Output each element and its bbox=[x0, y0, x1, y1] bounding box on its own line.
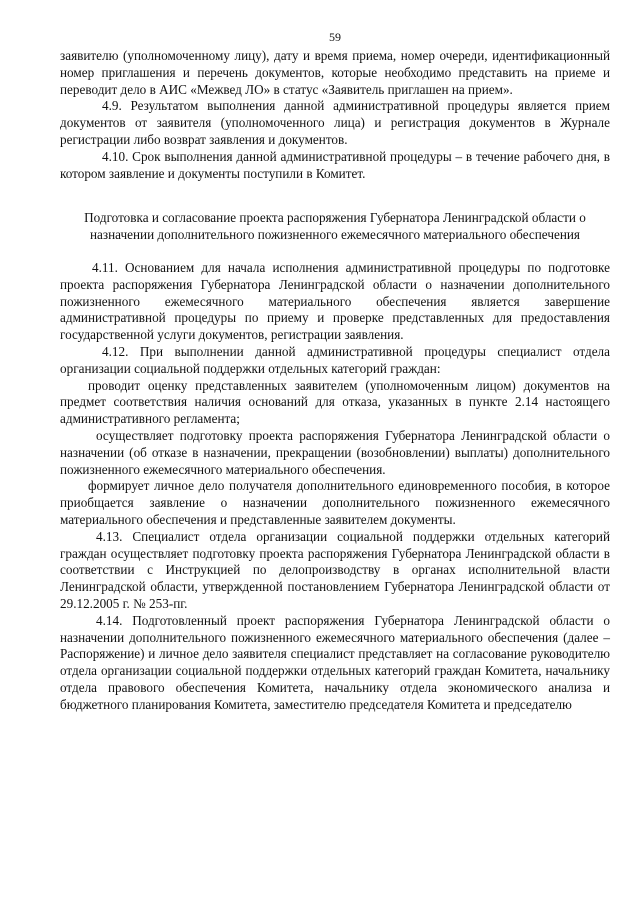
paragraph-4-13: 4.13. Специалист отдела организации социальной поддержки отдельных категорий граждан осуществляет подготовку проекта распоряжения Губернатора Ленинградской области в соответствии с Инструкцией по делопроизводству в органах исполнительной власти Ленинградской области, утвержденной постановлением Губернатора Ленинградской области от 29.12.2005 г. № 253-пг. bbox=[60, 528, 610, 611]
paragraph-4-11: 4.11. Основанием для начала исполнения административной процедуры по подготовке проекта распоряжения Губернатора Ленинградской области о назначении дополнительного пожизненного ежемесячного материального обеспечения является завершение административной процедуры по приему и проверке представленных для предоставления государственной услуги документов, регистрации заявления. bbox=[60, 259, 610, 343]
section-title: Подготовка и согласование проекта распоряжения Губернатора Ленинградской области о назначении дополнительного пожизненного ежемесячного материального обеспечения bbox=[84, 210, 586, 243]
paragraph-4-14: 4.14. Подготовленный проект распоряжения Губернатора Ленинградской области о назначении дополнительного пожизненного ежемесячного материального обеспечения (далее – Распоряжение) и личное дело заявителя специалист представляет на согласование руководителю отдела организации социальной поддержки отдельных категорий граждан Комитета, начальнику отдела правового обеспечения Комитета, начальнику отдела экономического анализа и бюджетного планирования Комитета, заместителю председателя Комитета и председателю bbox=[60, 612, 610, 712]
paragraph-4-12: 4.12. При выполнении данной административной процедуры специалист отдела организации социальной поддержки отдельных категорий граждан: bbox=[60, 343, 610, 376]
paragraph-4-12-item-file: формирует личное дело получателя дополнительного единовременного пособия, в которое приобщается заявление о назначении дополнительного пожизненного ежемесячного материального обеспечения и представленные заявителем документы. bbox=[60, 478, 610, 527]
document-page bbox=[60, 30, 610, 713]
paragraph-4-12-item-draft: осуществляет подготовку проекта распоряжения Губернатора Ленинградской области о назначении (об отказе в назначении, прекращении (возобновлении) выплаты) дополнительного пожизненного ежемесячного материального обеспечения. bbox=[60, 427, 610, 477]
paragraph-4-12-item-assessment: проводит оценку представленных заявителем (уполномоченным лицом) документов на предмет соответствия наличия оснований для отказа, указанных в пункте 2.14 настоящего административного регламента; bbox=[60, 377, 610, 427]
paragraph-4-9: 4.9. Результатом выполнения данной административной процедуры является прием документов от заявителя (уполномоченного лица) и регистрация документов в Журнале регистрации либо возврат заявления и документов. bbox=[60, 98, 610, 147]
paragraph-continuation: заявителю (уполномоченному лицу), дату и время приема, номер очереди, идентификационный номер приглашения и перечень документов, которые необходимо представить на приеме и переводит дело в АИС «Межвед ЛО» в статус «Заявитель приглашен на прием». bbox=[60, 48, 610, 97]
page-number: 59 bbox=[329, 30, 341, 44]
paragraph-4-10: 4.10. Срок выполнения данной административной процедуры – в течение рабочего дня, в котором заявление и документы поступили в Комитет. bbox=[60, 148, 610, 181]
